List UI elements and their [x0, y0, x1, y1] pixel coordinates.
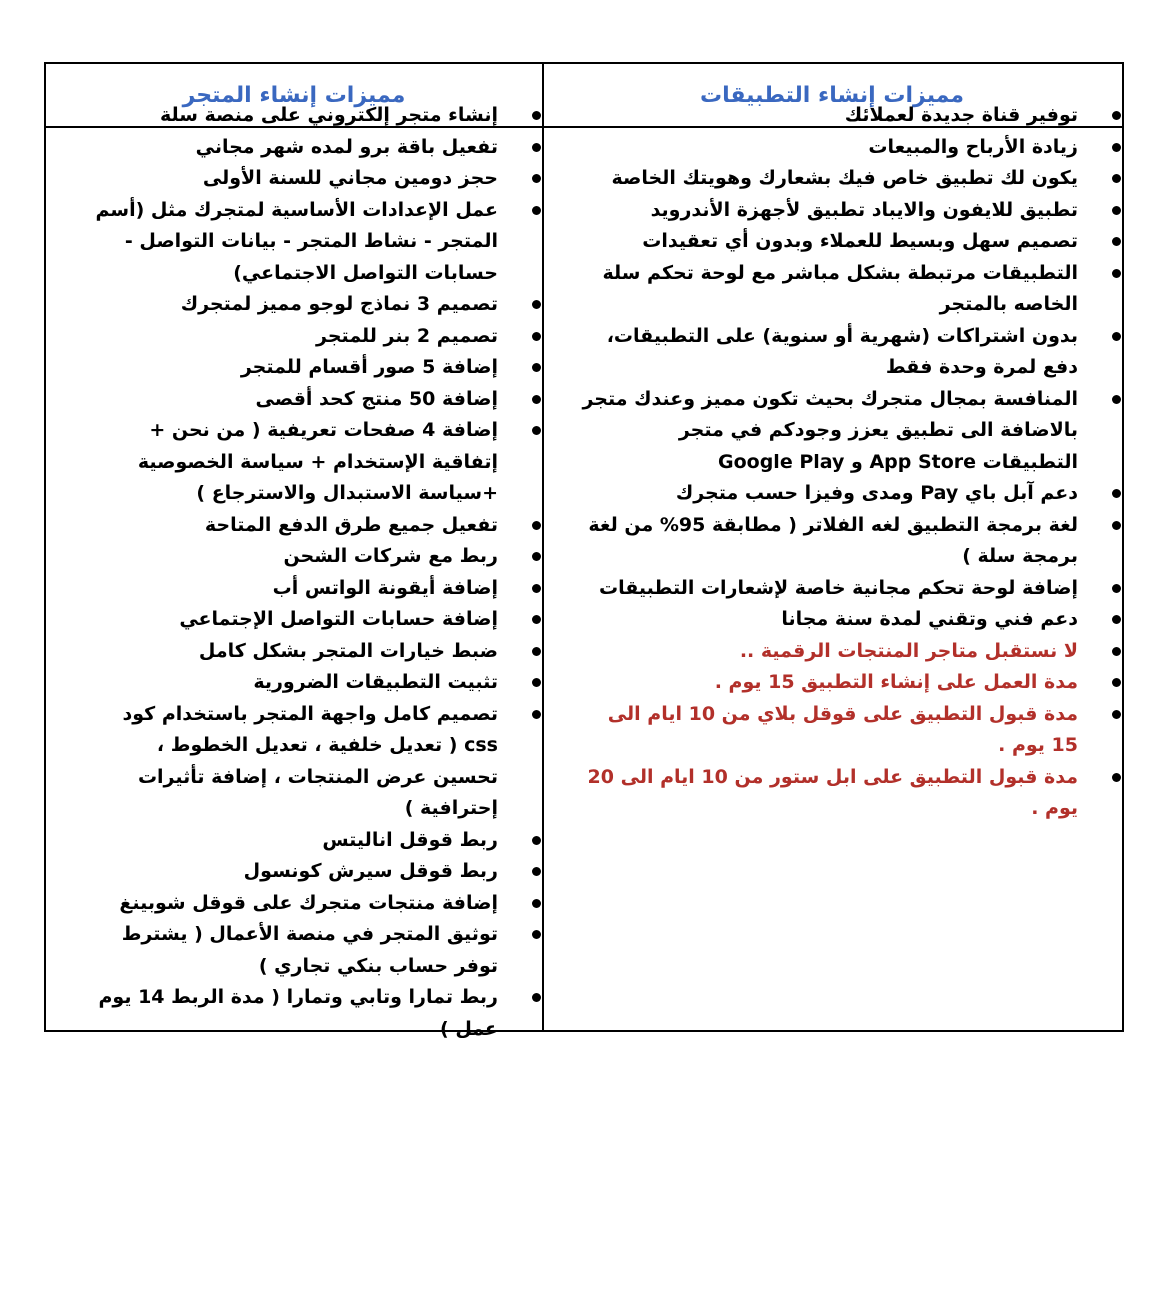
bullet-icon [1110, 384, 1122, 416]
list-item [92, 699, 498, 825]
list-item-text: تصميم 2 بنر للمتجر [316, 324, 498, 347]
bullet-icon [530, 163, 542, 195]
bullet-icon [530, 699, 542, 731]
list-item [92, 573, 498, 605]
list-item-text: إضافة حسابات التواصل الإجتماعي [179, 608, 498, 630]
list-item [92, 163, 498, 195]
bullet-icon [530, 195, 542, 227]
bullet-icon [1110, 132, 1122, 164]
bullet-icon [530, 888, 542, 920]
apps-features-heading: مميزات إنشاء التطبيقات [699, 82, 965, 108]
list-item-text: يكون لك تطبيق خاص فيك بشعارك وهويتك الخاصة [611, 167, 1078, 189]
list-item-text: إضافة لوحة تحكم مجانية خاصة لإشعارات التطبيقات [599, 576, 1078, 599]
list-item [582, 132, 1078, 164]
bullet-icon [530, 415, 542, 447]
list-item-text: ربط تمارا وتابي وتمارا ( مدة الربط 14 يوم عمل ) [98, 986, 498, 1040]
list-item [582, 478, 1078, 510]
list-item [582, 667, 1078, 699]
bullet-icon [1110, 478, 1122, 510]
list-item [582, 573, 1078, 605]
list-item-text: ربط قوقل سيرش كونسول [243, 860, 498, 882]
list-item [92, 132, 498, 164]
list-item-text: مدة قبول التطبيق على قوقل بلاي من 10 ايام الى 15 يوم . [607, 702, 1078, 756]
list-item-text: ضبط خيارات المتجر بشكل كامل [198, 639, 498, 662]
list-item-text: إضافة 4 صفحات تعريفية ( من نحن + إتفاقية الإستخدام + سياسة الخصوصية +سياسة الاستبدال والاسترجاع ) [137, 419, 498, 504]
list-item-text: دعم فني وتقني لمدة سنة مجانا [781, 608, 1078, 630]
list-item-text: إضافة 5 صور أقسام للمتجر [240, 356, 498, 378]
bullet-icon [530, 856, 542, 888]
bullet-icon [1110, 258, 1122, 290]
list-item-text: إضافة 50 منتج كحد أقصى [255, 387, 498, 410]
list-item-text: مدة العمل على إنشاء التطبيق 15 يوم . [714, 671, 1078, 693]
list-item [582, 510, 1078, 573]
bullet-icon [1110, 100, 1122, 132]
list-item-text: دعم آبل باي Pay ومدى وفيزا حسب متجرك [675, 482, 1078, 504]
bullet-icon [1110, 636, 1122, 668]
list-item-text: تفعيل جميع طرق الدفع المتاحة [204, 513, 498, 536]
bullet-icon [530, 510, 542, 542]
bullet-icon [1110, 510, 1122, 542]
list-item [92, 541, 498, 573]
list-item-text: إضافة منتجات متجرك على قوقل شوبينغ [119, 891, 498, 914]
bullet-icon [530, 384, 542, 416]
bullet-icon [1110, 667, 1122, 699]
bullet-icon [1110, 604, 1122, 636]
list-item [92, 667, 498, 699]
list-item-text: تصميم كامل واجهة المتجر باستخدام كود css ( تعديل خلفية ، تعديل الخطوط ، تحسين عرض المنتجات ، إضافة تأثيرات إحترافية ) [122, 702, 498, 819]
list-item [582, 258, 1078, 321]
list-item [92, 825, 498, 857]
bullet-icon [1110, 573, 1122, 605]
list-item [92, 415, 498, 510]
list-item-text: تفعيل باقة برو لمده شهر مجاني [195, 135, 498, 158]
bullet-icon [530, 825, 542, 857]
bullet-icon [1110, 699, 1122, 731]
list-item [92, 636, 498, 668]
list-item-text: إضافة أيقونة الواتس أب [272, 576, 498, 599]
bullet-icon [530, 541, 542, 573]
bullet-icon [530, 100, 542, 132]
list-item [582, 762, 1078, 825]
bullet-icon [1110, 163, 1122, 195]
store-features-heading: مميزات إنشاء المتجر [182, 82, 406, 108]
list-item-text: التطبيقات مرتبطة بشكل مباشر مع لوحة تحكم سلة الخاصه بالمتجر [602, 261, 1078, 315]
list-item-text: توفير قناة جديدة لعملائك [844, 104, 1078, 126]
list-item-text: لغة برمجة التطبيق لغه الفلاتر ( مطابقة 95% من لغة برمجة سلة ) [588, 513, 1078, 567]
list-item [92, 919, 498, 982]
bullet-icon [530, 604, 542, 636]
list-item [92, 510, 498, 542]
list-item [582, 100, 1078, 132]
list-item-text: لا نستقبل متاجر المنتجات الرقمية .. [739, 639, 1078, 662]
list-item [92, 195, 498, 290]
list-item [582, 604, 1078, 636]
list-item [92, 289, 498, 321]
list-item [582, 384, 1078, 479]
list-item [582, 163, 1078, 195]
list-item-text: تصميم سهل وبسيط للعملاء وبدون أي تعقيدات [642, 230, 1078, 252]
list-item-text: تثبيت التطبيقات الضرورية [253, 671, 498, 693]
list-item [92, 982, 498, 1045]
bullet-icon [530, 573, 542, 605]
apps-features-list [582, 100, 1078, 825]
bullet-icon [530, 919, 542, 951]
list-item-text: المنافسة بمجال متجرك بحيث تكون مميز وعندك متجر بالاضافة الى تطبيق يعزز وجودكم في متجر التطبيقات App Store و Google Play [582, 387, 1078, 473]
list-item [92, 352, 498, 384]
list-item [582, 226, 1078, 258]
list-item-text: تطبيق للايفون والايباد تطبيق لأجهزة الأندرويد [650, 198, 1078, 221]
bullet-icon [530, 667, 542, 699]
list-item [582, 699, 1078, 762]
list-item-text: تصميم 3 نماذج لوجو مميز لمتجرك [180, 293, 498, 315]
list-item [92, 604, 498, 636]
list-item-text: توثيق المتجر في منصة الأعمال ( يشترط توفر حساب بنكي تجاري ) [121, 923, 498, 977]
list-item [92, 856, 498, 888]
list-item-text: ربط مع شركات الشحن [283, 545, 498, 567]
bullet-icon [530, 289, 542, 321]
list-item-text: حجز دومين مجاني للسنة الأولى [202, 167, 498, 189]
list-item-text: زيادة الأرباح والمبيعات [868, 135, 1078, 158]
bullet-icon [530, 636, 542, 668]
bullet-icon [530, 321, 542, 353]
list-item-text: ربط قوقل اناليتس [322, 828, 498, 851]
bullet-icon [1110, 195, 1122, 227]
column-divider [542, 64, 544, 1030]
list-item-text: عمل الإعدادات الأساسية لمتجرك مثل (أسم المتجر - نشاط المتجر - بيانات التواصل - حسابات التواصل الاجتماعي) [95, 198, 498, 284]
list-item-text: إنشاء متجر إلكتروني على منصة سلة [159, 104, 498, 126]
bullet-icon [530, 352, 542, 384]
list-item [92, 384, 498, 416]
store-features-list [92, 100, 498, 1045]
list-item [92, 888, 498, 920]
list-item [582, 636, 1078, 668]
bullet-icon [1110, 226, 1122, 258]
list-item-text: مدة قبول التطبيق على ابل ستور من 10 ايام الى 20 يوم . [587, 765, 1078, 819]
list-item [582, 321, 1078, 384]
bullet-icon [530, 132, 542, 164]
list-item [92, 100, 498, 132]
list-item [92, 321, 498, 353]
list-item [582, 195, 1078, 227]
list-item-text: بدون اشتراكات (شهرية أو سنوية) على التطبيقات، دفع لمرة وحدة فقط [606, 324, 1078, 378]
bullet-icon [530, 982, 542, 1014]
bullet-icon [1110, 762, 1122, 794]
bullet-icon [1110, 321, 1122, 353]
